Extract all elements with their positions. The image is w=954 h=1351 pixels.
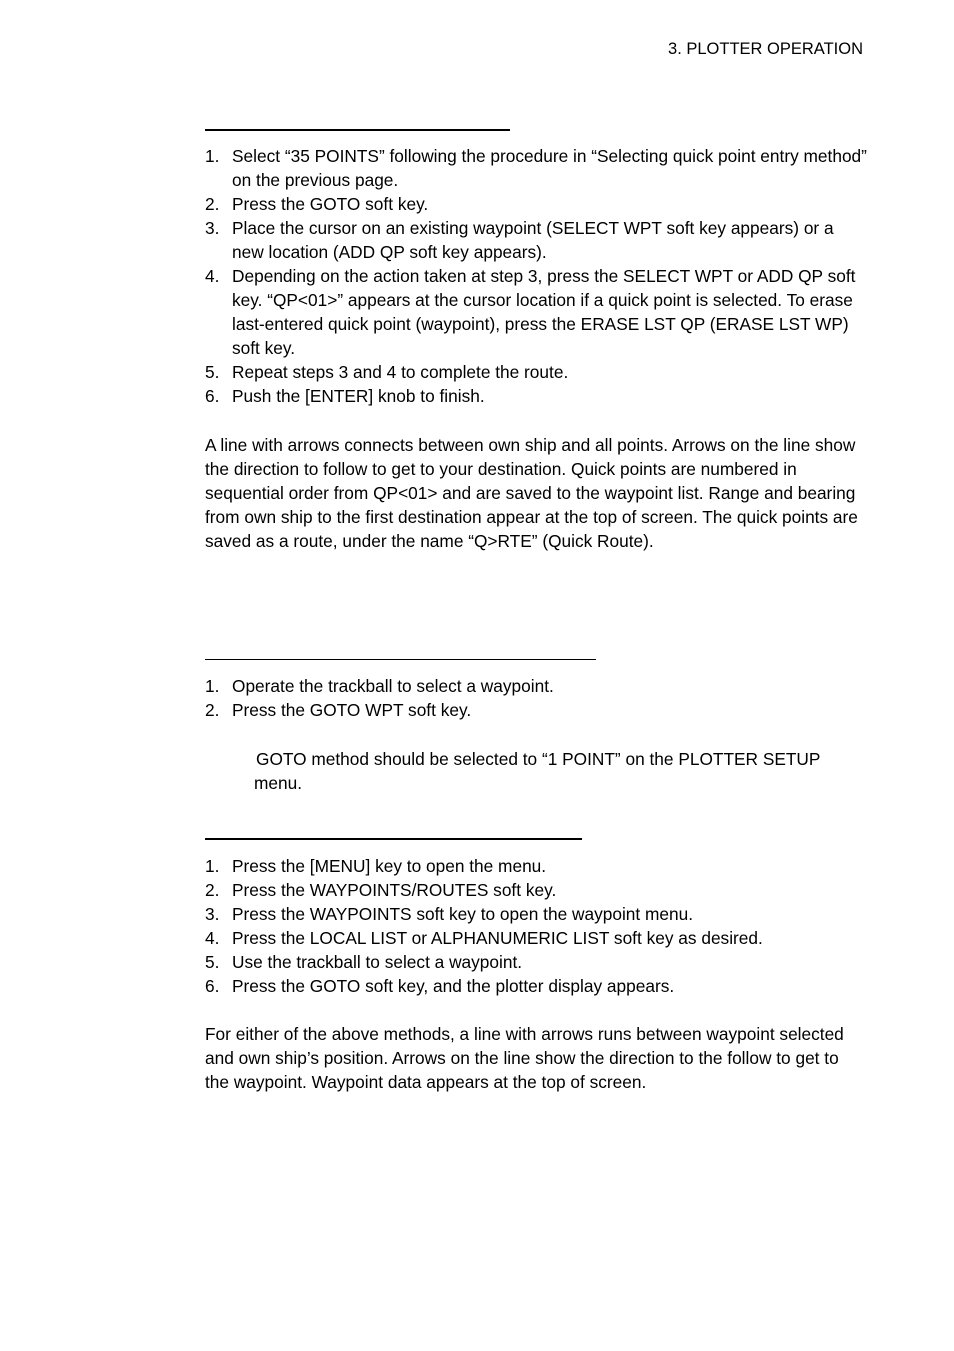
step-text: Press the GOTO WPT soft key. — [232, 700, 472, 720]
list-item — [205, 192, 867, 216]
section-heading-rule — [205, 838, 582, 840]
note-block — [254, 747, 866, 795]
step-text: Place the cursor on an existing waypoint (SELECT WPT soft key appears) or a new location (ADD QP soft key appears). — [232, 218, 834, 262]
waypoint-list-steps-list — [205, 854, 867, 998]
section-heading-rule — [205, 659, 596, 660]
section-heading-rule — [205, 129, 510, 131]
step-text: Press the [MENU] key to open the menu. — [232, 856, 547, 876]
cursor-waypoint-steps-block — [205, 674, 867, 722]
waypoint-list-paragraph-block — [205, 1022, 867, 1094]
list-item — [205, 878, 867, 902]
step-text: Press the LOCAL LIST or ALPHANUMERIC LIST soft key as desired. — [232, 928, 763, 948]
step-number: 3. — [205, 218, 220, 238]
step-number: 5. — [205, 362, 220, 382]
quickpoint-steps-block — [205, 144, 867, 408]
step-number: 1. — [205, 146, 220, 166]
step-number: 4. — [205, 266, 220, 286]
running-header: 3. PLOTTER OPERATION — [668, 40, 863, 58]
step-text: Operate the trackball to select a waypoint. — [232, 676, 554, 696]
quickpoint-paragraph-block — [205, 433, 867, 553]
note-text: GOTO method should be selected to “1 POINT” on the PLOTTER SETUP menu. — [254, 749, 821, 793]
step-number: 3. — [205, 904, 220, 924]
step-number: 2. — [205, 194, 220, 214]
step-number: 1. — [205, 856, 220, 876]
waypoint-list-steps-block — [205, 854, 867, 998]
list-item — [205, 854, 867, 878]
step-text: Repeat steps 3 and 4 to complete the route. — [232, 362, 569, 382]
step-text: Depending on the action taken at step 3, press the SELECT WPT or ADD QP soft key. “QP<01>” appears at the cursor location if a quick point is selected. To erase last-entered quick point (waypoint), press the ERASE LST QP (ERASE LST WP) soft key. — [232, 266, 856, 358]
list-item — [205, 698, 867, 722]
step-number: 2. — [205, 880, 220, 900]
step-text: Push the [ENTER] knob to finish. — [232, 386, 485, 406]
step-number: 4. — [205, 928, 220, 948]
step-text: Select “35 POINTS” following the procedure in “Selecting quick point entry method” on the previous page. — [232, 146, 867, 190]
quickpoint-steps-list — [205, 144, 867, 408]
list-item — [205, 216, 867, 264]
step-number: 5. — [205, 952, 220, 972]
step-text: Use the trackball to select a waypoint. — [232, 952, 523, 972]
waypoint-list-paragraph: For either of the above methods, a line with arrows runs between waypoint selected and own ship’s position. Arrows on the line show the direction to the follow to get to the waypoint. Waypoint data appears at the top of screen. — [205, 1024, 844, 1092]
quickpoint-paragraph: A line with arrows connects between own ship and all points. Arrows on the line show the direction to follow to get to your destination. Quick points are numbered in sequential order from QP<01> and are saved to the waypoint list. Range and bearing from own ship to the first destination appear at the top of screen. The quick points are saved as a route, under the name “Q>RTE” (Quick Route). — [205, 435, 858, 551]
step-text: Press the WAYPOINTS/ROUTES soft key. — [232, 880, 557, 900]
step-number: 1. — [205, 676, 220, 696]
list-item — [205, 360, 867, 384]
step-number: 6. — [205, 976, 220, 996]
list-item — [205, 384, 867, 408]
cursor-waypoint-steps-list — [205, 674, 867, 722]
step-number: 6. — [205, 386, 220, 406]
step-text: Press the WAYPOINTS soft key to open the waypoint menu. — [232, 904, 694, 924]
list-item — [205, 950, 867, 974]
list-item — [205, 674, 867, 698]
list-item — [205, 144, 867, 192]
list-item — [205, 264, 867, 360]
list-item — [205, 974, 867, 998]
list-item — [205, 902, 867, 926]
step-text: Press the GOTO soft key, and the plotter display appears. — [232, 976, 675, 996]
list-item — [205, 926, 867, 950]
step-text: Press the GOTO soft key. — [232, 194, 429, 214]
step-number: 2. — [205, 700, 220, 720]
